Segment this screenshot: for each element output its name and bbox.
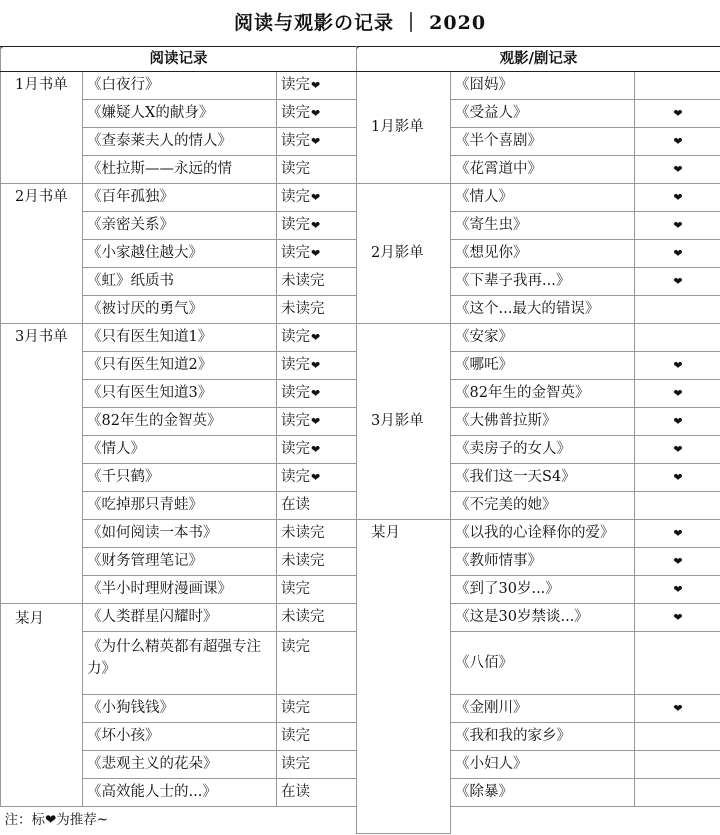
movie-recommend-cell [635, 352, 720, 380]
table-row [1, 72, 720, 100]
book-title: 《人类群星闪耀时》 [83, 604, 277, 632]
movie-title: 《大佛普拉斯》 [451, 408, 635, 436]
book-status: 读完 [281, 161, 310, 177]
book-status: 未读完 [281, 301, 325, 317]
movie-title: 《教师情事》 [451, 548, 635, 576]
book-status: 未读完 [281, 273, 325, 289]
heart-icon: ❤ [311, 331, 321, 344]
movie-recommend-cell [635, 604, 720, 632]
heart-icon: ❤ [673, 107, 683, 120]
book-title: 《半小时理财漫画课》 [83, 576, 277, 604]
movie-title: 《花霄道中》 [451, 156, 635, 184]
movie-title: 《寄生虫》 [451, 212, 635, 240]
book-status-cell [277, 723, 357, 751]
reading-month-label: 2月书单 [1, 184, 83, 324]
book-title: 《虹》纸质书 [83, 268, 277, 296]
movie-recommend-cell [635, 408, 720, 436]
book-status-cell [277, 72, 357, 100]
book-status: 读完 [281, 105, 310, 121]
table-row [1, 520, 720, 548]
heart-icon: ❤ [311, 135, 321, 148]
table-row [1, 324, 720, 352]
heart-icon: ❤ [311, 79, 321, 92]
book-title: 《情人》 [83, 436, 277, 464]
reading-month-label: 某月 [1, 604, 83, 807]
heart-icon: ❤ [673, 387, 683, 400]
book-status: 读完 [281, 245, 310, 261]
book-status: 读完 [281, 639, 310, 655]
book-title: 《小家越住越大》 [83, 240, 277, 268]
movie-recommend-cell [635, 268, 720, 296]
movie-title: 《下辈子我再...》 [451, 268, 635, 296]
movie-recommend-cell [635, 723, 720, 751]
heart-icon: ❤ [311, 219, 321, 232]
movie-title: 《除暴》 [451, 779, 635, 807]
heart-icon: ❤ [673, 611, 683, 624]
watching-month-label: 3月影单 [357, 324, 451, 520]
heart-icon: ❤ [673, 415, 683, 428]
book-title: 《只有医生知道2》 [83, 352, 277, 380]
book-title: 《百年孤独》 [83, 184, 277, 212]
book-status-cell [277, 695, 357, 723]
book-status-cell [277, 184, 357, 212]
book-title: 《高效能人士的...》 [83, 779, 277, 807]
book-title: 《吃掉那只青蛙》 [83, 492, 277, 520]
heart-icon: ❤ [673, 583, 683, 596]
book-status-cell [277, 632, 357, 695]
movie-recommend-cell [635, 296, 720, 324]
book-title: 《千只鹤》 [83, 464, 277, 492]
book-status: 读完 [281, 385, 310, 401]
book-title: 《杜拉斯——永远的情 [83, 156, 277, 184]
heart-icon: ❤ [311, 415, 321, 428]
record-table [0, 46, 720, 834]
movie-recommend-cell [635, 548, 720, 576]
book-status-cell [277, 492, 357, 520]
book-status: 读完 [281, 469, 310, 485]
book-status: 未读完 [281, 553, 325, 569]
book-status-cell [277, 436, 357, 464]
heart-icon: ❤ [673, 555, 683, 568]
heart-icon: ❤ [673, 163, 683, 176]
movie-title: 《卖房子的女人》 [451, 436, 635, 464]
movie-title: 《不完美的她》 [451, 492, 635, 520]
movie-recommend-cell [635, 436, 720, 464]
header-row [1, 47, 720, 72]
book-title: 《被讨厌的勇气》 [83, 296, 277, 324]
book-status: 读完 [281, 581, 310, 597]
book-status: 读完 [281, 700, 310, 716]
movie-recommend-cell [635, 184, 720, 212]
movie-title: 《82年生的金智英》 [451, 380, 635, 408]
watching-month-label: 1月影单 [357, 72, 451, 184]
book-title: 《查泰莱夫人的情人》 [83, 128, 277, 156]
book-title: 《嫌疑人X的献身》 [83, 100, 277, 128]
heart-icon: ❤ [311, 387, 321, 400]
movie-recommend-cell [635, 324, 720, 352]
watching-month-label: 某月 [357, 520, 451, 834]
book-status: 读完 [281, 133, 310, 149]
book-status-cell [277, 576, 357, 604]
movie-title: 《小妇人》 [451, 751, 635, 779]
movie-recommend-cell [635, 632, 720, 695]
book-status: 读完 [281, 329, 310, 345]
heart-icon: ❤ [673, 135, 683, 148]
heart-icon: ❤ [673, 443, 683, 456]
book-status-cell [277, 604, 357, 632]
book-title: 《如何阅读一本书》 [83, 520, 277, 548]
heart-icon: ❤ [673, 219, 683, 232]
book-status-cell [277, 296, 357, 324]
book-status: 读完 [281, 413, 310, 429]
page-title: 阅读与观影の记录 ｜ 2020 [233, 12, 487, 34]
movie-title: 《想见你》 [451, 240, 635, 268]
book-title: 《为什么精英都有超强专注力》 [83, 632, 277, 695]
movie-title: 《情人》 [451, 184, 635, 212]
movie-title: 《这个...最大的错误》 [451, 296, 635, 324]
heart-icon: ❤ [673, 702, 683, 715]
movie-recommend-cell [635, 380, 720, 408]
movie-recommend-cell [635, 779, 720, 807]
heart-icon: ❤ [311, 443, 321, 456]
book-title: 《坏小孩》 [83, 723, 277, 751]
heart-icon: ❤ [311, 471, 321, 484]
book-status-cell [277, 240, 357, 268]
movie-title: 《囧妈》 [451, 72, 635, 100]
book-status-cell [277, 268, 357, 296]
book-title: 《只有医生知道3》 [83, 380, 277, 408]
movie-title: 《我和我的家乡》 [451, 723, 635, 751]
book-status-cell [277, 464, 357, 492]
heart-icon: ❤ [673, 527, 683, 540]
book-status: 读完 [281, 189, 310, 205]
movie-title: 《到了30岁...》 [451, 576, 635, 604]
watching-header: 观影/剧记录 [357, 47, 720, 72]
movie-title: 《八佰》 [451, 632, 635, 695]
movie-recommend-cell [635, 240, 720, 268]
book-status-cell [277, 779, 357, 807]
heart-icon: ❤ [673, 247, 683, 260]
note-row [1, 807, 720, 834]
book-title: 《82年生的金智英》 [83, 408, 277, 436]
watching-month-label: 2月影单 [357, 184, 451, 324]
heart-icon: ❤ [673, 471, 683, 484]
heart-icon: ❤ [673, 275, 683, 288]
book-title: 《白夜行》 [83, 72, 277, 100]
heart-icon: ❤ [311, 359, 321, 372]
book-status: 读完 [281, 217, 310, 233]
book-title: 《财务管理笔记》 [83, 548, 277, 576]
heart-icon: ❤ [673, 191, 683, 204]
movie-recommend-cell [635, 520, 720, 548]
book-status: 在读 [281, 784, 310, 800]
movie-title: 《半个喜剧》 [451, 128, 635, 156]
reading-month-label: 1月书单 [1, 72, 83, 184]
movie-recommend-cell [635, 156, 720, 184]
movie-title: 《以我的心诠释你的爱》 [451, 520, 635, 548]
table-row [1, 184, 720, 212]
movie-recommend-cell [635, 695, 720, 723]
heart-icon: ❤ [311, 247, 321, 260]
book-status: 未读完 [281, 525, 325, 541]
book-status: 读完 [281, 77, 310, 93]
book-status-cell [277, 100, 357, 128]
movie-recommend-cell [635, 751, 720, 779]
movie-title: 《受益人》 [451, 100, 635, 128]
book-status-cell [277, 324, 357, 352]
book-status: 未读完 [281, 609, 325, 625]
movie-recommend-cell [635, 464, 720, 492]
movie-recommend-cell [635, 100, 720, 128]
book-status-cell [277, 352, 357, 380]
book-status: 读完 [281, 756, 310, 772]
reading-month-label: 3月书单 [1, 324, 83, 604]
book-status-cell [277, 128, 357, 156]
book-status: 在读 [281, 497, 310, 513]
movie-title: 《这是30岁禁谈...》 [451, 604, 635, 632]
book-status-cell [277, 408, 357, 436]
book-status: 读完 [281, 357, 310, 373]
movie-recommend-cell [635, 128, 720, 156]
movie-title: 《金刚川》 [451, 695, 635, 723]
book-status: 读完 [281, 441, 310, 457]
movie-recommend-cell [635, 492, 720, 520]
movie-recommend-cell [635, 212, 720, 240]
book-title: 《悲观主义的花朵》 [83, 751, 277, 779]
movie-title: 《安家》 [451, 324, 635, 352]
recommend-note: 注：标❤为推荐~ [1, 807, 720, 834]
book-title: 《只有医生知道1》 [83, 324, 277, 352]
movie-title: 《哪吒》 [451, 352, 635, 380]
movie-title: 《我们这一天S4》 [451, 464, 635, 492]
book-status: 读完 [281, 728, 310, 744]
book-status-cell [277, 380, 357, 408]
book-title: 《小狗钱钱》 [83, 695, 277, 723]
movie-recommend-cell [635, 72, 720, 100]
book-status-cell [277, 156, 357, 184]
heart-icon: ❤ [311, 107, 321, 120]
book-status-cell [277, 751, 357, 779]
book-status-cell [277, 212, 357, 240]
heart-icon: ❤ [673, 359, 683, 372]
book-status-cell [277, 520, 357, 548]
book-title: 《亲密关系》 [83, 212, 277, 240]
reading-header: 阅读记录 [1, 47, 357, 72]
movie-recommend-cell [635, 576, 720, 604]
book-status-cell [277, 548, 357, 576]
heart-icon: ❤ [311, 191, 321, 204]
